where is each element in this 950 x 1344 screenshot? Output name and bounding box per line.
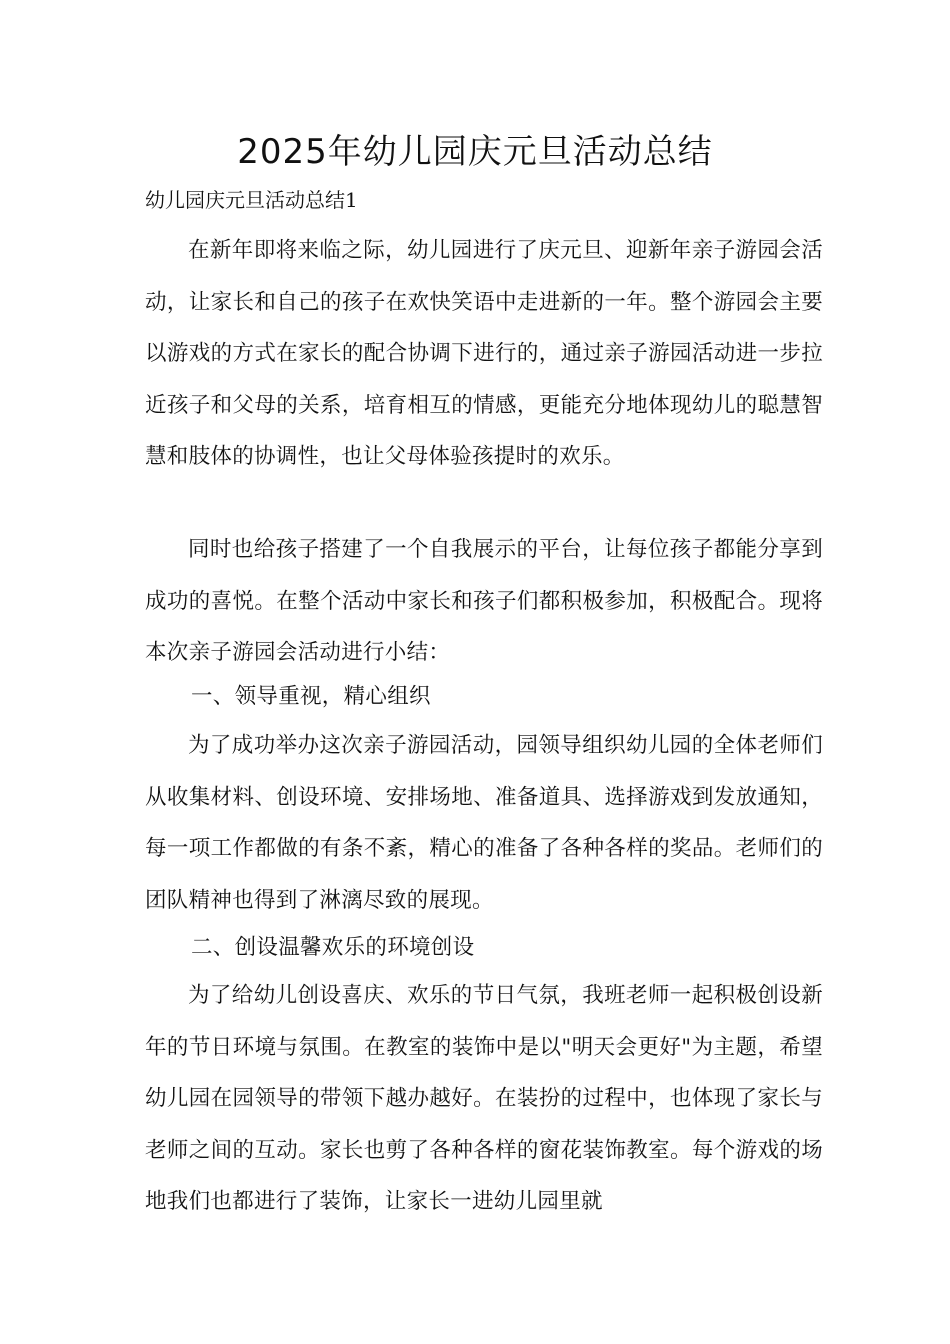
- document-title: 2025年幼儿园庆元旦活动总结: [237, 132, 713, 172]
- paragraph-intro: 在新年即将来临之际，幼儿园进行了庆元旦、迎新年亲子游园会活动，让家长和自己的孩子在欢快笑语中走进新的一年。整个游园会主要以游戏的方式在家长的配合协调下进行的，通过亲子游园活动进一步拉近孩子和父母的关系，培育相互的情感，更能充分地体现幼儿的聪慧智慧和肢体的协调性，也让父母体验孩提时的欢乐。: [145, 238, 823, 469]
- section-heading-leadership: 一、领导重视，精心组织: [191, 684, 431, 709]
- paragraph-organization: 为了成功举办这次亲子游园活动，园领导组织幼儿园的全体老师们从收集材料、创设环境、安排场地、准备道具、选择游戏到发放通知，每一项工作都做的有条不紊，精心的准备了各种各样的奖品。老师们的团队精神也得到了淋漓尽致的展现。: [145, 733, 823, 913]
- paragraph-platform: 同时也给孩子搭建了一个自我展示的平台，让每位孩子都能分享到成功的喜悦。在整个活动中家长和孩子们都积极参加，积极配合。现将本次亲子游园会活动进行小结：: [145, 537, 823, 665]
- document-subtitle: 幼儿园庆元旦活动总结1: [145, 188, 358, 212]
- section-heading-environment: 二、创设温馨欢乐的环境创设: [191, 935, 475, 960]
- paragraph-environment: 为了给幼儿创设喜庆、欢乐的节日气氛，我班老师一起积极创设新年的节日环境与氛围。在教室的装饰中是以"明天会更好"为主题，希望幼儿园在园领导的带领下越办越好。在装扮的过程中，也体现了家长与老师之间的互动。家长也剪了各种各样的窗花装饰教室。每个游戏的场地我们也都进行了装饰，让家长一进幼儿园里就: [145, 983, 823, 1214]
